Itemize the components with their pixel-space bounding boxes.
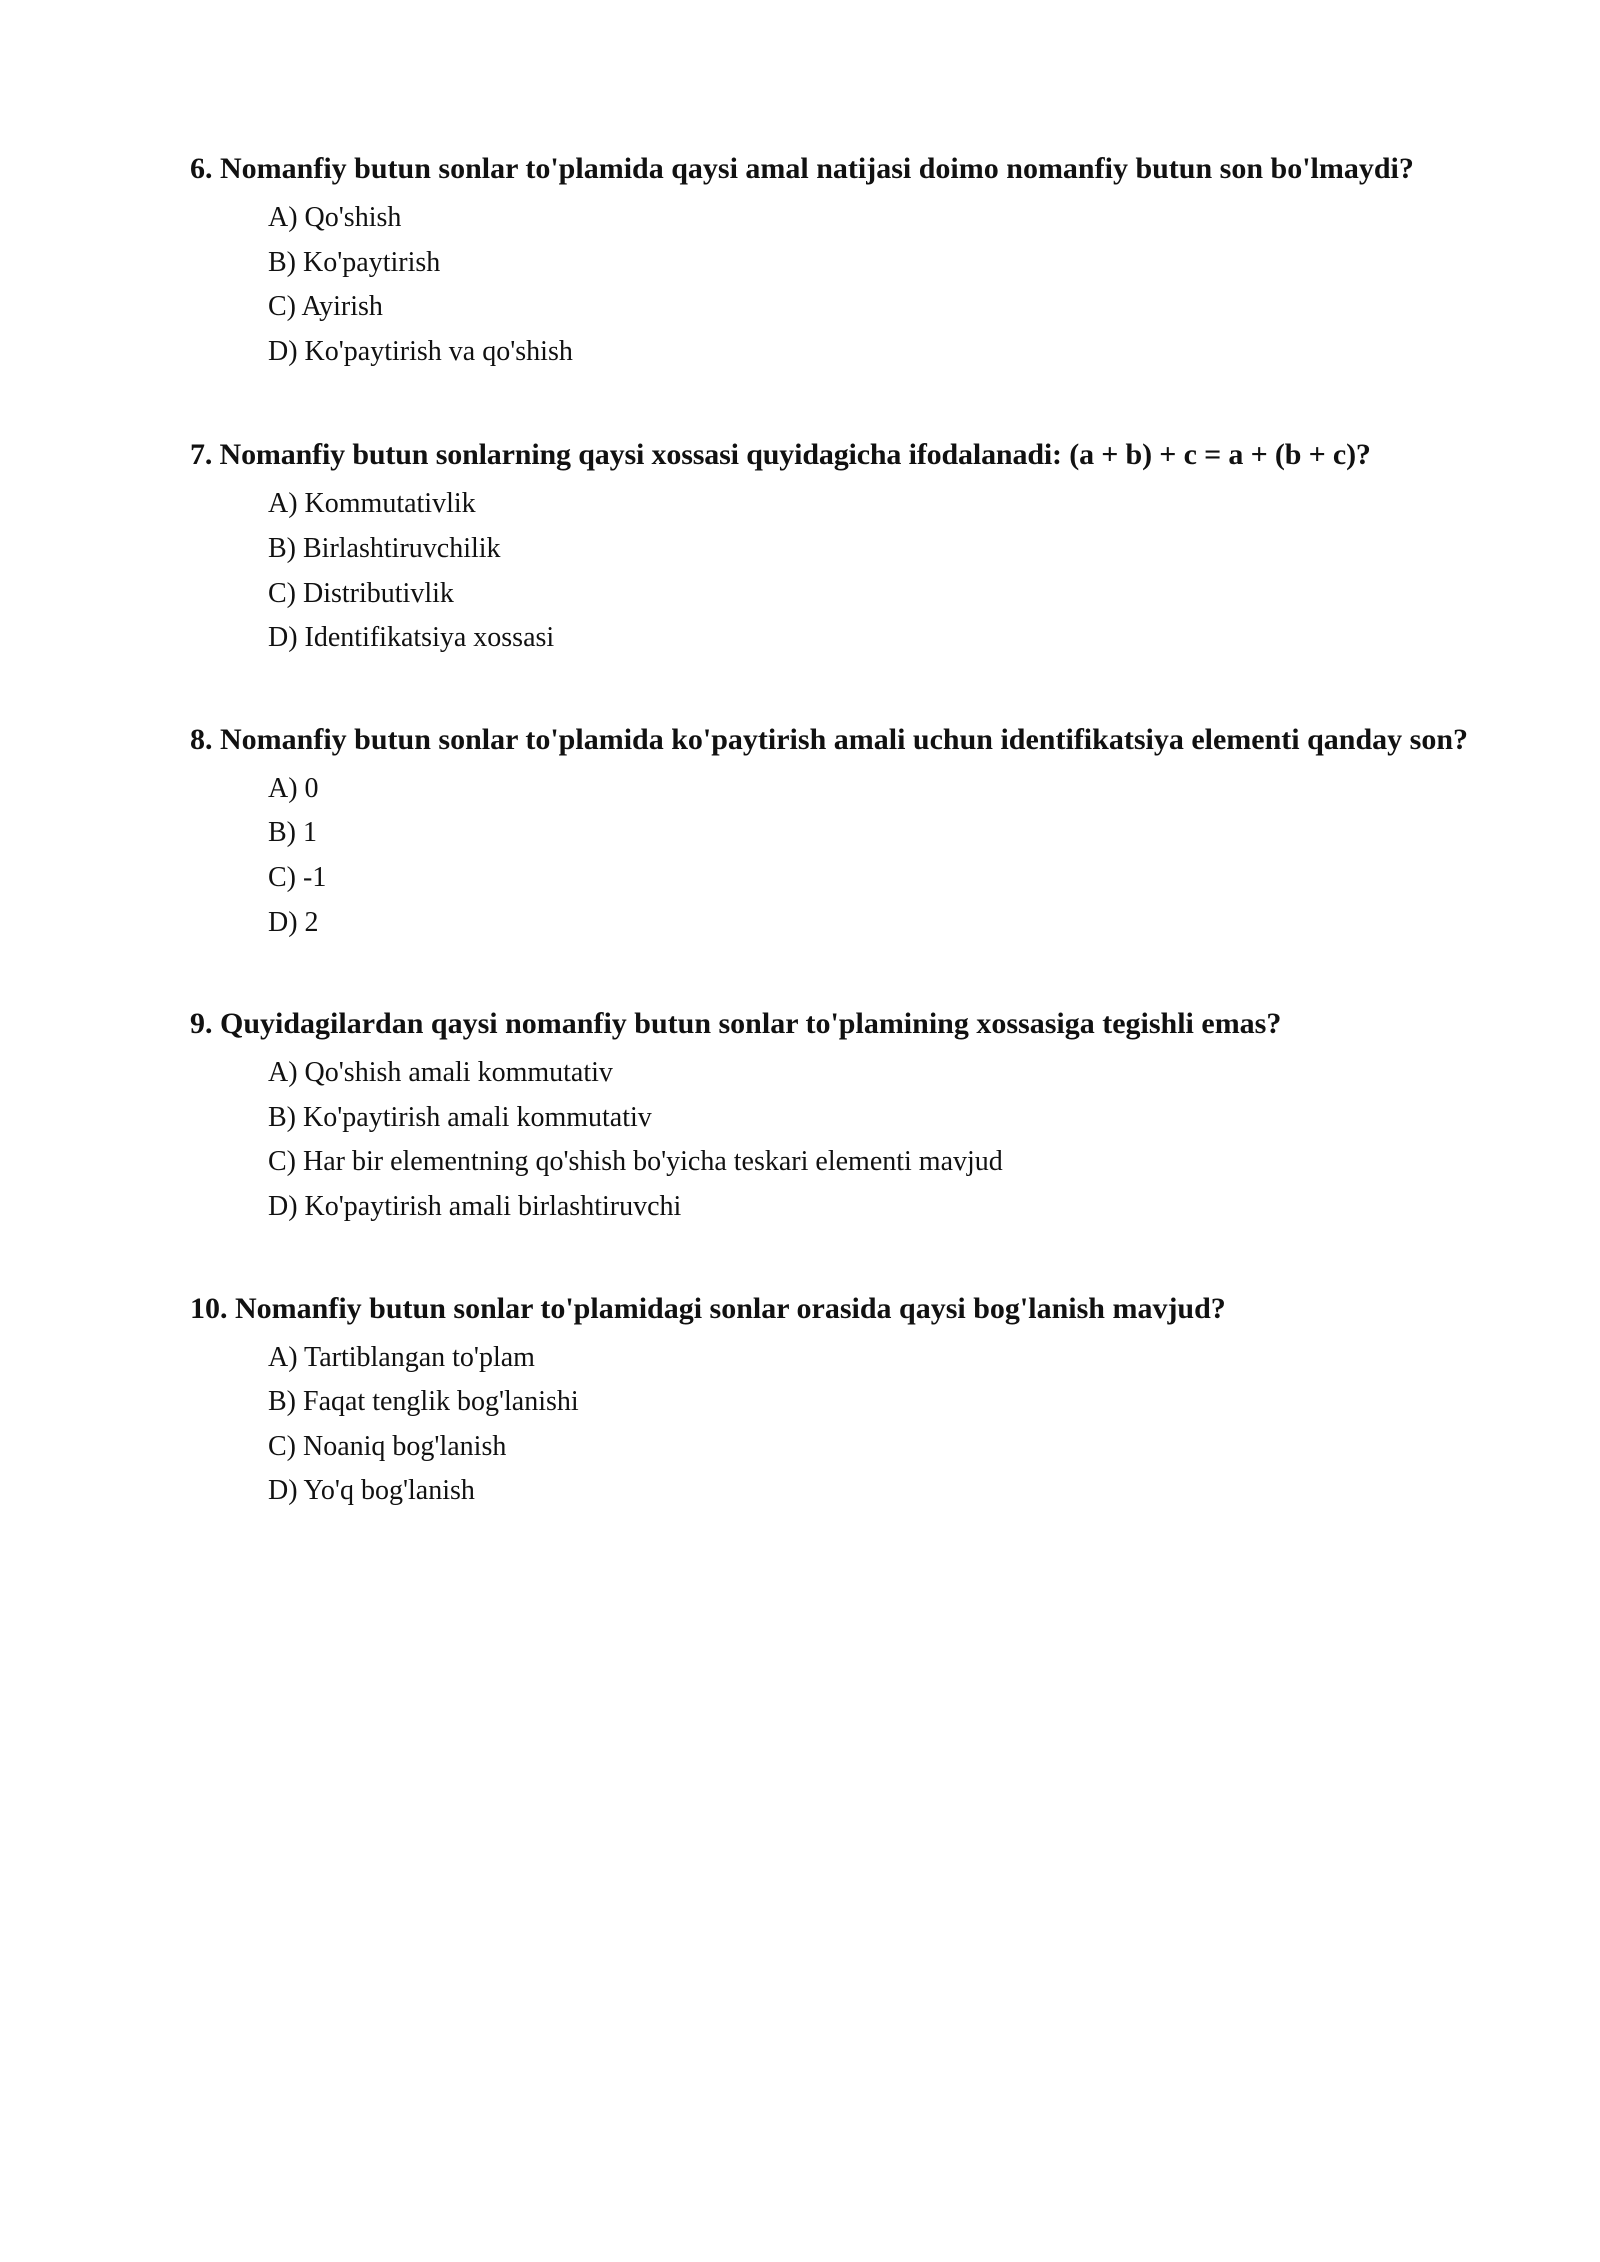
question-7 [190,434,1490,660]
answer-option-b: B) Faqat tenglik bog'lanishi [268,1386,579,1418]
answer-option-c: C) -1 [268,861,327,893]
question-10 [190,1288,1490,1514]
answer-options [190,1051,1490,1229]
answer-option-c: C) Har bir elementning qo'shish bo'yicha teskari elementi mavjud [268,1146,1003,1178]
answer-option-a: A) 0 [268,772,319,804]
answer-option-b: B) Ko'paytirish [268,246,441,278]
question-8 [190,719,1490,945]
answer-option-b: B) Birlashtiruvchilik [268,532,501,564]
answer-option-b: B) 1 [268,817,317,849]
answer-option-c: C) Ayirish [268,291,383,323]
question-text: 6. Nomanfiy butun sonlar to'plamida qaysi amal natijasi doimo nomanfiy butun son bo'lmaydi? [190,152,1414,185]
question-6 [190,148,1490,374]
question-text: 7. Nomanfiy butun sonlarning qaysi xossasi quyidagicha ifodalanadi: (a + b) + c = a + (b + c)? [190,438,1371,472]
answer-options [190,482,1490,660]
answer-option-c: C) Noaniq bog'lanish [268,1430,507,1462]
answer-options [190,196,1490,374]
answer-option-d: D) Ko'paytirish va qo'shish [268,335,573,367]
answer-option-d: D) Ko'paytirish amali birlashtiruvchi [268,1190,682,1222]
question-text: 10. Nomanfiy butun sonlar to'plamidagi sonlar orasida qaysi bog'lanish mavjud? [190,1291,1226,1325]
question-text: 8. Nomanfiy butun sonlar to'plamida ko'paytirish amali uchun identifikatsiya elementi qanday son? [190,722,1469,756]
question-list [190,148,1490,1574]
answer-option-d: D) Identifikatsiya xossasi [268,622,555,654]
answer-option-d: D) 2 [268,906,319,938]
answer-options [190,1336,1490,1514]
question-9 [190,1003,1490,1229]
answer-option-c: C) Distributivlik [268,577,454,609]
question-text: 9. Quyidagilardan qaysi nomanfiy butun sonlar to'plamining xossasiga tegishli emas? [190,1007,1282,1041]
answer-option-a: A) Kommutativlik [268,488,476,520]
answer-option-a: A) Qo'shish amali kommutativ [268,1057,613,1089]
answer-option-b: B) Ko'paytirish amali kommutativ [268,1101,652,1133]
answer-option-a: A) Tartiblangan to'plam [268,1341,535,1373]
answer-options [190,767,1490,945]
answer-option-a: A) Qo'shish [268,202,402,233]
answer-option-d: D) Yo'q bog'lanish [268,1475,475,1507]
